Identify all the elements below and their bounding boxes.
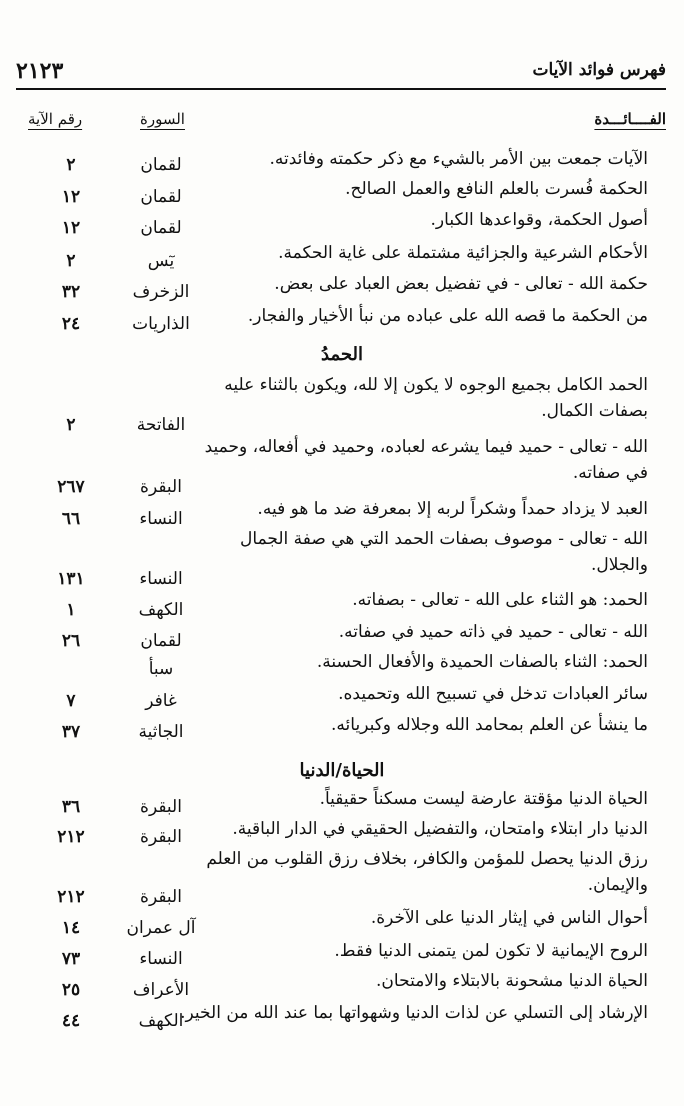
- entry-verse: ٢١٢: [57, 887, 85, 907]
- entry-text: الحمد: هو الثناء على الله - تعالى - بصفاته.: [352, 590, 648, 610]
- section-heading-hamd: الحمدُ: [321, 344, 363, 365]
- entry-text: الحياة الدنيا مؤقتة عارضة ليست مسكناً حقيقياً.: [319, 789, 648, 809]
- entry-surah: لقمان: [140, 155, 182, 175]
- entry-verse: ٢٦: [61, 631, 81, 651]
- entry-text: الأحكام الشرعية والجزائية مشتملة على غاية الحكمة.: [278, 243, 648, 263]
- column-header-surah: السورة: [140, 110, 185, 128]
- entry-surah: الفاتحة: [136, 415, 186, 435]
- entry-text: الله - تعالى - حميد فيما يشرعه لعباده، وحميد في أفعاله، وحميد في صفاته.: [204, 437, 648, 483]
- entry-verse: ٧: [66, 691, 76, 711]
- page-number: ٢١٢٣: [16, 58, 64, 84]
- entry-surah: الزخرف: [132, 282, 190, 302]
- entry-surah: لقمان: [140, 187, 182, 207]
- entry-verse: ٣٦: [61, 797, 81, 817]
- entry-surah: الجاثية: [138, 722, 184, 742]
- entry-verse: ٢٤: [61, 314, 81, 334]
- entry-text: رزق الدنيا يحصل للمؤمن والكافر، بخلاف رزق القلوب من العلم والإيمان.: [206, 849, 648, 895]
- entry-surah: لقمان: [140, 631, 182, 651]
- entry-text: ما ينشأ عن العلم بمحامد الله وجلاله وكبريائه.: [331, 715, 648, 735]
- entry-surah: الكهف: [138, 1011, 184, 1031]
- entry-verse: ٢١٢: [57, 827, 85, 847]
- section-heading-dunya: الحياة/الدنيا: [299, 760, 385, 781]
- entry-surah: النساء: [139, 569, 183, 589]
- entry-surah: يٓس: [147, 251, 175, 271]
- entry-surah: النساء: [139, 509, 183, 529]
- entry-text: من الحكمة ما قصه الله على عباده من نبأ الأخيار والفجار.: [247, 306, 648, 326]
- entry-verse: ١٤: [61, 918, 81, 938]
- entry-text: أصول الحكمة، وقواعدها الكبار.: [430, 210, 648, 230]
- entry-verse: ١٢: [61, 187, 81, 207]
- entry-surah: الذاريات: [132, 314, 190, 334]
- entry-surah: آل عمران: [126, 918, 196, 938]
- entry-text: العبد لا يزداد حمداً وشكراً لربه إلا بمعرفة ضد ما هو فيه.: [257, 499, 648, 519]
- column-header-benefit: الفــــائـــدة: [594, 110, 666, 128]
- entry-verse: ٢٦٧: [57, 477, 85, 497]
- entry-text: سائر العبادات تدخل في تسبيح الله وتحميده.: [338, 684, 648, 704]
- entry-surah: الأعراف: [132, 980, 190, 1000]
- entry-surah: لقمان: [140, 218, 182, 238]
- entry-verse: ٦٦: [61, 509, 81, 529]
- entry-text: أحوال الناس في إيثار الدنيا على الآخرة.: [370, 908, 648, 928]
- entry-surah: النساء: [139, 949, 183, 969]
- entry-verse: ٢٥: [61, 980, 81, 1000]
- entry-text: حكمة الله - تعالى - في تفضيل بعض العباد على بعض.: [274, 274, 648, 294]
- entry-verse: ٢: [66, 155, 76, 175]
- entry-text: الحكمة فُسرت بالعلم النافع والعمل الصالح.: [345, 179, 648, 199]
- entry-verse: ٣٢: [61, 282, 81, 302]
- entry-verse: ١٢: [61, 218, 81, 238]
- running-title: فهرس فوائد الآيات: [532, 60, 666, 80]
- entry-text: الحمد: الثناء بالصفات الحميدة والأفعال الحسنة.: [316, 652, 648, 672]
- entry-text: الله - تعالى - حميد في ذاته حميد في صفاته.: [338, 622, 648, 642]
- entry-verse: ٣٧: [61, 722, 81, 742]
- entry-text: الحياة الدنيا مشحونة بالابتلاء والامتحان.: [376, 971, 648, 991]
- entry-surah: الكهف: [138, 600, 184, 620]
- entry-surah: سبأ: [148, 659, 174, 679]
- entry-verse: ٢: [66, 415, 76, 435]
- entry-verse: ٤٤: [61, 1011, 81, 1031]
- entry-text: الإرشاد إلى التسلي عن لذات الدنيا وشهواتها بما عند الله من الخير.: [180, 1003, 648, 1023]
- entry-text: الله - تعالى - موصوف بصفات الحمد التي هي صفة الجمال والجلال.: [240, 529, 648, 575]
- entry-surah: البقرة: [140, 827, 182, 847]
- entry-text: الدنيا دار ابتلاء وامتحان، والتفضيل الحقيقي في الدار الباقية.: [232, 819, 648, 839]
- entry-text: الروح الإيمانية لا تكون لمن يتمنى الدنيا فقط.: [334, 941, 648, 961]
- entry-text: الحمد الكامل بجميع الوجوه لا يكون إلا لله، ويكون بالثناء عليه بصفات الكمال.: [224, 375, 648, 421]
- column-header-verse: رقم الآية: [28, 110, 83, 128]
- entry-text: الآيات جمعت بين الأمر بالشيء مع ذكر حكمته وفائدته.: [269, 149, 648, 169]
- entry-verse: ٧٣: [61, 949, 81, 969]
- entry-verse: ٢: [66, 251, 76, 271]
- entry-verse: ١: [66, 600, 76, 620]
- entry-surah: البقرة: [140, 887, 182, 907]
- entry-surah: غافر: [145, 691, 177, 711]
- entry-surah: البقرة: [140, 797, 182, 817]
- entry-verse: ١٣١: [57, 569, 85, 589]
- entry-surah: البقرة: [140, 477, 182, 497]
